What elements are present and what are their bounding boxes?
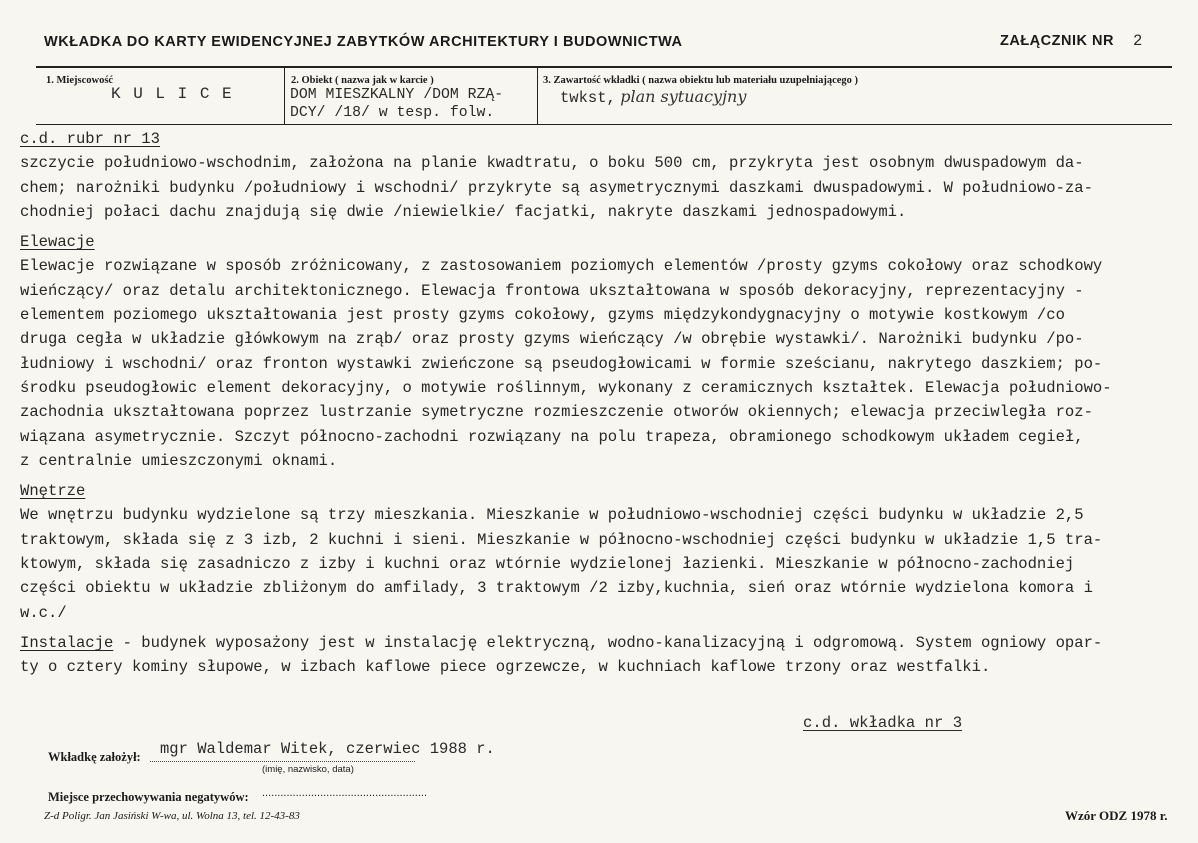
created-by-caption: (imię, nazwisko, data) xyxy=(262,764,354,775)
contents-typed: twkst, xyxy=(560,89,616,107)
object-label: 2. Obiekt ( nazwa jak w karcie ) xyxy=(291,75,434,86)
annex-label: ZAŁĄCZNIK NR xyxy=(1000,33,1114,49)
instalacje-text-1: - budynek wyposażony jest w instalację elektryczną, wodno-kanalizacyjną i odgromową. System ogniowy opar- xyxy=(113,633,1103,652)
para2-line-2: wieńczący/ oraz detalu architektonicznego. Elewacja frontowa ukształtowana w sposób dekoracyjny, reprezentacyjny - xyxy=(20,281,1084,300)
para2-line-7: zachodnia ukształtowana poprzez lustrzanie symetryczne rozmieszczenie otworów okiennych; elewacja przeciwległa roz- xyxy=(20,403,1093,422)
contents-label: 3. Zawartość wkładki ( nazwa obiektu lub materiału uzupełniającego ) xyxy=(543,75,859,86)
continued-note: c.d. wkładka nr 3 xyxy=(803,714,963,732)
para3-line-2: traktowym, składa się z 3 izb, 2 kuchni i sieni. Mieszkanie w północno-wschodniej części budynku w układzie 1,5 tra- xyxy=(20,530,1103,549)
para3-line-3: ktowym, składa się zasadniczo z izby i kuchni oraz wtórnie wydzielonej łazienki. Mieszkanie w północno-zachodniej xyxy=(20,555,1075,574)
instalacje-line-2: ty o cztery kominy słupowe, w izbach kaflowe piece ogrzewcze, w kuchniach kaflowe trzony oraz westfalki. xyxy=(20,658,991,677)
para2-line-8: wiązana asymetrycznie. Szczyt północno-zachodni rozwiązany na polu trapeza, obramionego schodkowym układem cegieł, xyxy=(20,427,1084,446)
instalacje-heading: Instalacje xyxy=(20,633,114,652)
fields-bottom-rule xyxy=(36,124,1172,125)
para3-line-4: części obiektu w układzie zbliżonym do amfilady, 3 traktowym /2 izby,kuchnia, sień oraz wtórnie wydzielona komora i xyxy=(20,579,1093,598)
field-divider-1 xyxy=(284,66,285,124)
wnetrze-heading: Wnętrze xyxy=(20,482,86,501)
para3-line-1: We wnętrzu budynku wydzielone są trzy mieszkania. Mieszkanie w południowo-wschodniej części budynku w układzie 2,5 xyxy=(20,506,1084,525)
para2-line-9: z centralnie umieszczonymi oknami. xyxy=(20,451,338,470)
object-line-2: DCY/ /18/ w tesp. folw. xyxy=(290,105,495,121)
created-by-label: Wkładkę założył: xyxy=(48,750,141,764)
para2-line-3: elementem poziomego ukształtowania jest prosty gzyms cokołowy, gzyms międzykondygnacyjny o motywie kostkowym /co xyxy=(20,306,1065,325)
negatives-label: Miejsce przechowywania negatywów: xyxy=(48,790,249,804)
instalacje-line-1 xyxy=(20,631,1188,655)
para2-line-1: Elewacje rozwiązane w sposób zróżnicowany, z zastosowaniem poziomych elementów /prosty gzyms cokołowy oraz schodkowy xyxy=(20,257,1103,276)
form-model: Wzór ODZ 1978 r. xyxy=(1065,808,1168,823)
para2-line-6: środku pseudogłowic element dekoracyjny, o motywie roślinnym, wykonany z ceramicznych kształtek. Elewacja południowo- xyxy=(20,378,1112,397)
para3-line-5: w.c./ xyxy=(20,603,67,622)
contents-handwritten: plan sytuacyjny xyxy=(620,87,747,106)
body-text xyxy=(20,127,1188,680)
negatives-dots: ...................................................... xyxy=(262,787,428,799)
header-rule xyxy=(36,66,1172,68)
form-title: WKŁADKA DO KARTY EWIDENCYJNEJ ZABYTKÓW ARCHITEKTURY I BUDOWNICTWA xyxy=(44,34,683,50)
para2-line-5: łudniowy i wschodni/ oraz fronton wystawki zwieńczone są pseudogłowicami w formie sześcianu, nakrytego daszkiem; po- xyxy=(20,354,1103,373)
created-by-dotline xyxy=(150,761,415,762)
object-value xyxy=(290,86,503,122)
para1-line-1: szczycie południowo-wschodnim, założona na planie kwadtratu, o boku 500 cm, przykryta jest osobnym dwuspadowym da- xyxy=(20,154,1084,173)
contents-value xyxy=(560,87,746,107)
created-by-value: mgr Waldemar Witek, czerwiec 1988 r. xyxy=(160,740,495,758)
para2-line-4: druga cegła w układzie główkowym na zrąb/ oraz prosty gzyms wieńczący /w obrębie wystawki/. Narożniki budynku /po- xyxy=(20,330,1084,349)
location-value: K U L I C E xyxy=(111,85,234,103)
location-label: 1. Miejscowość xyxy=(46,75,114,86)
object-line-1: DOM MIESZKALNY /DOM RZĄ- xyxy=(290,87,504,103)
field-divider-2 xyxy=(537,66,538,124)
para1-line-3: chodniej połaci dachu znajdują się dwie /niewielkie/ facjatki, nakryte daszkami jednospadowymi. xyxy=(20,202,907,221)
para1-line-2: chem; narożniki budynku /południowy i wschodni/ przykryte są asymetrycznymi daszkami dwuspadowymi. W południowo-za- xyxy=(20,178,1093,197)
annex-number: 2 xyxy=(1133,32,1143,50)
continuation-heading: c.d. rubr nr 13 xyxy=(20,130,160,148)
elewacje-heading: Elewacje xyxy=(20,233,95,252)
printer-imprint: Z-d Poligr. Jan Jasiński W-wa, ul. Wolna 13, tel. 12-43-83 xyxy=(44,810,300,822)
